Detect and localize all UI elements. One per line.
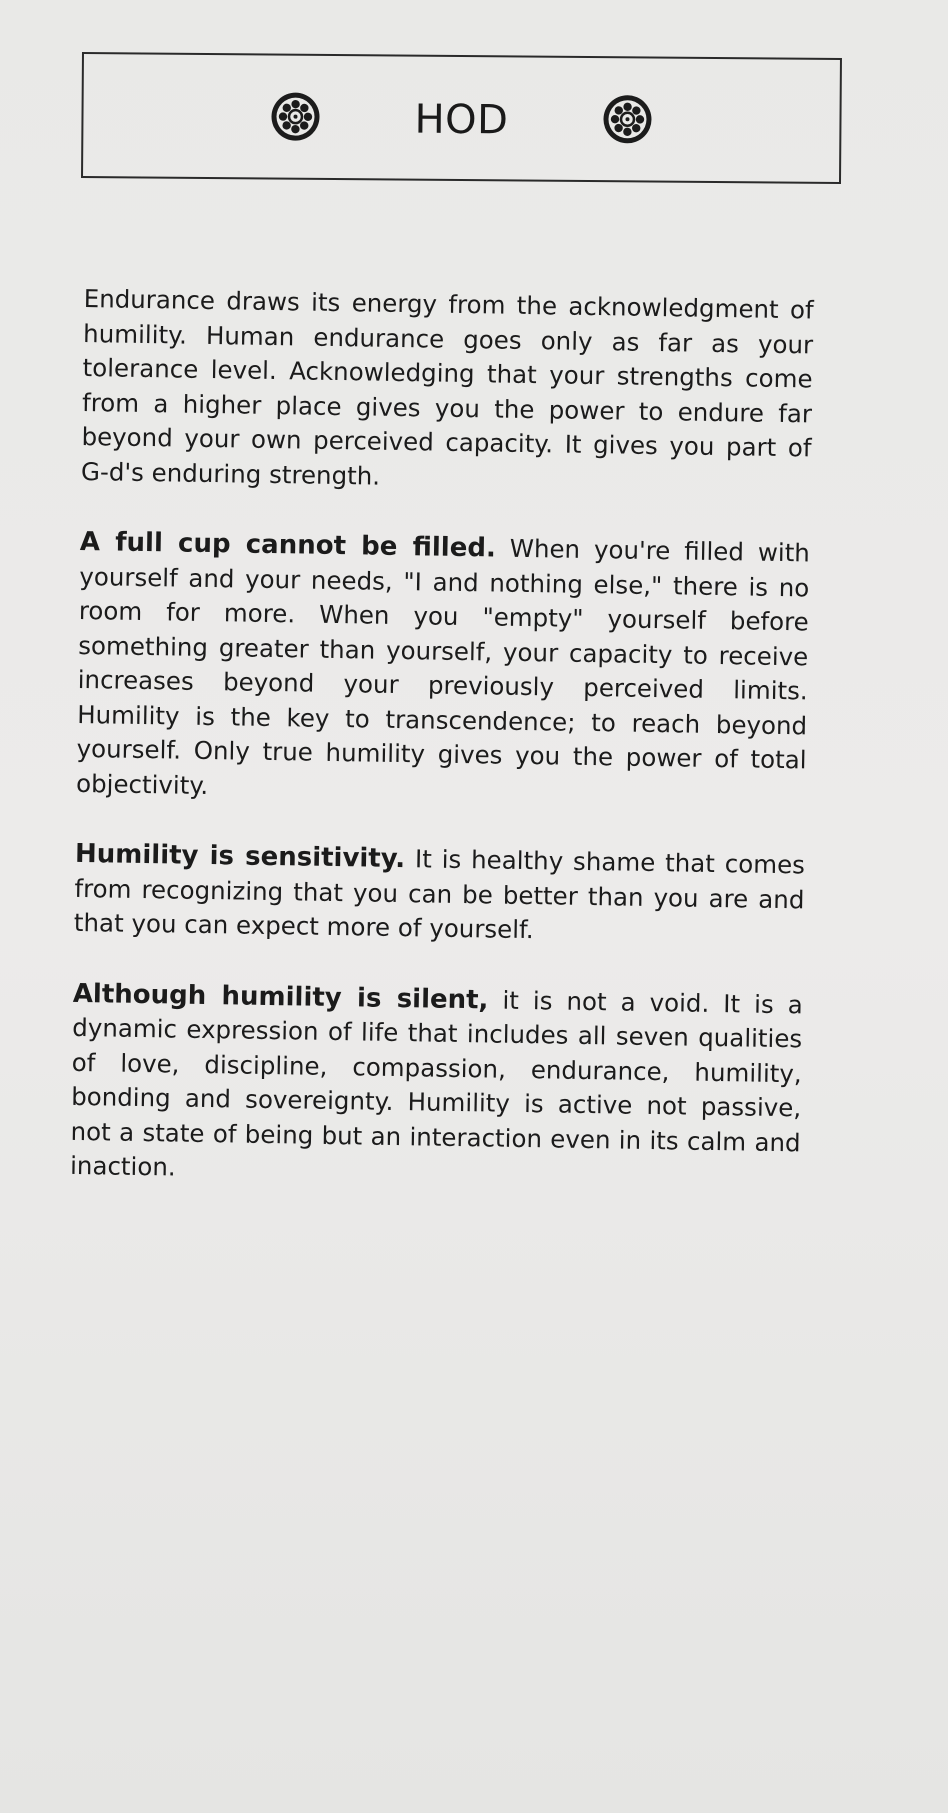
paragraph-lead: Humility is sensitivity. [74,838,406,875]
chapter-header-box [81,52,842,184]
paragraph-silent [70,976,803,1194]
dharma-wheel-icon [268,89,322,143]
paragraph-text: Endurance draws its energy from the acknowledgment of humility. Human endurance goes only as far as your tolerance level. Acknowledging that your strengths come from a higher place gives you the power to endure far beyond your own perceived capacity. It gives you part of G-d's enduring strength. [80,283,814,491]
dharma-wheel-icon [600,92,654,146]
body-text [69,282,814,1231]
paragraph-lead: A full cup cannot be filled. [79,526,497,564]
paragraph-endurance [81,282,814,500]
paragraph-full-cup [76,525,810,812]
paragraph-text: When you're filled with yourself and your needs, "I and nothing else," there is no room for more. When you "empty" yourself before something greater than yourself, your capacity to receive increases beyond your previously perceived limits. Humility is the key to transcendence; to reach beyond yourself. Only true humility gives you the power of total objectivity. [75,533,811,800]
paragraph-text: it is not a void. It is a dynamic expression of life that includes all seven qualities of love, discipline, compassion, endurance, humility, bonding and sovereignty. Humility is active not passive, not a state of being but an interaction even in its calm and inaction. [69,984,803,1182]
paragraph-lead: Although humility is silent, [72,978,489,1015]
paragraph-sensitivity [74,837,806,952]
chapter-title: HOD [414,96,509,144]
paragraph-text: It is healthy shame that comes from recognizing that you can be better than you are and that you can expect more of yourself. [73,844,806,945]
